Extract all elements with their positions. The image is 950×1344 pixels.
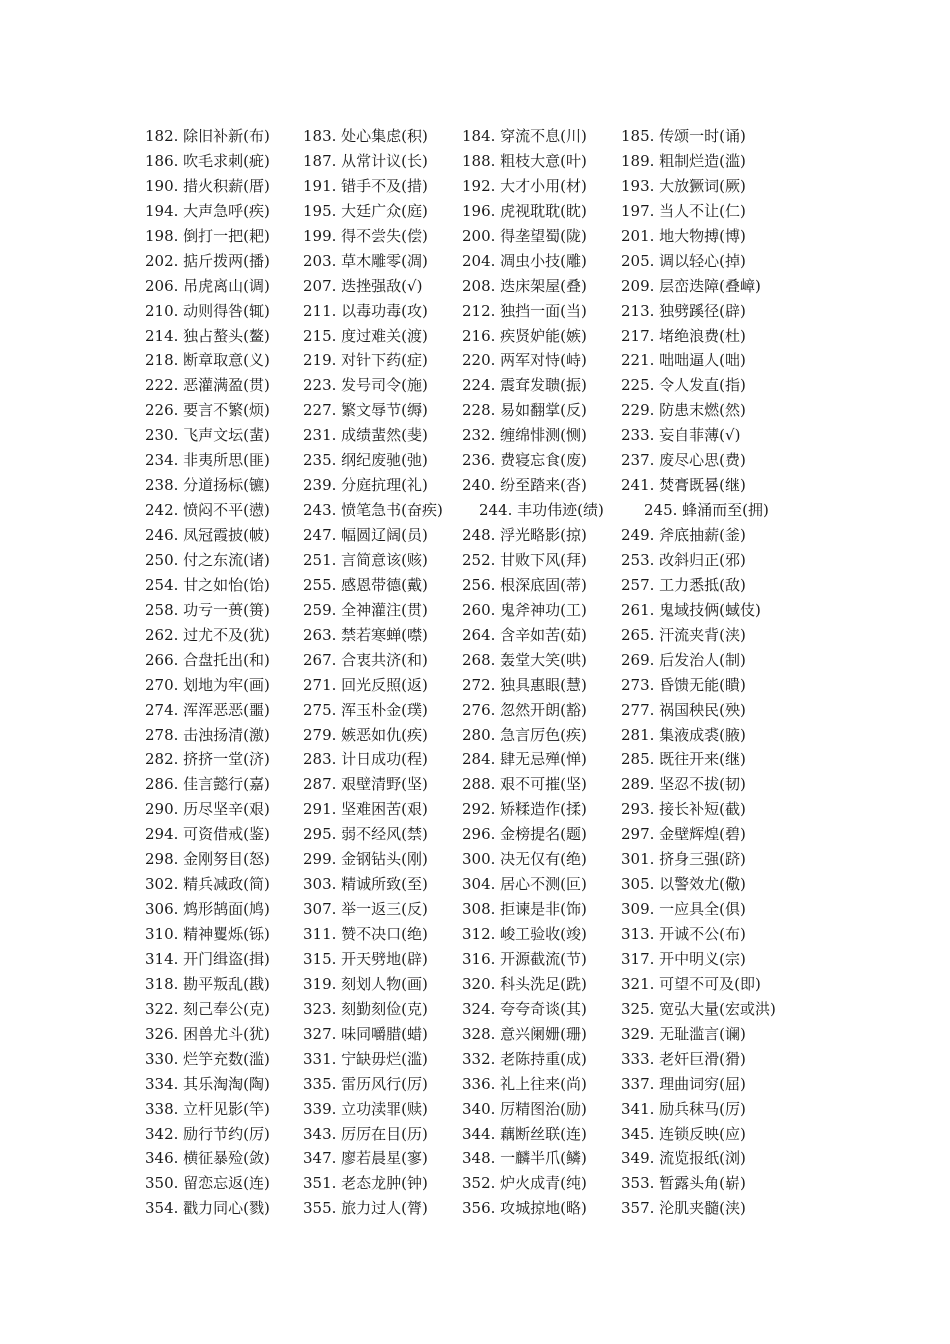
idiom-entry: 216. 疾贤妒能(嫉) <box>462 326 587 345</box>
entry-row <box>145 797 945 822</box>
entry-row <box>145 548 945 573</box>
idiom-entry: 252. 甘败下风(拜) <box>462 550 587 569</box>
idiom-entry: 326. 困兽尤斗(犹) <box>145 1024 270 1043</box>
idiom-entry: 246. 凤冠霞披(帔) <box>145 526 270 544</box>
idiom-entry: 256. 根深底固(蒂) <box>462 575 587 594</box>
idiom-entry: 227. 繁文辱节(缛) <box>303 401 428 420</box>
idiom-entry: 204. 凋虫小技(雕) <box>462 251 587 270</box>
entry-row <box>145 498 945 523</box>
entry-row <box>145 423 945 448</box>
idiom-entry: 311. 赞不决口(绝) <box>303 925 428 943</box>
idiom-entry: 315. 开天劈地(辟) <box>303 949 428 968</box>
idiom-entry: 215. 度过难关(渡) <box>303 326 428 345</box>
idiom-entry: 235. 纲纪废驰(弛) <box>303 451 428 470</box>
idiom-entry: 220. 两军对恃(峙) <box>462 351 587 370</box>
idiom-entry: 280. 急言厉色(疾) <box>462 725 587 744</box>
idiom-entry: 259. 全神灌注(贯) <box>303 600 428 619</box>
idiom-entry: 182. 除旧补新(布) <box>145 127 270 145</box>
idiom-entry: 240. 纷至踏来(沓) <box>462 476 587 495</box>
idiom-entry: 226. 要言不繁(烦) <box>145 401 270 420</box>
idiom-entry: 306. 鸩形鹄面(鸠) <box>145 900 270 919</box>
idiom-entry: 297. 金壁辉煌(碧) <box>621 825 746 844</box>
idiom-entry: 308. 拒谏是非(饰) <box>462 900 587 919</box>
idiom-entry: 199. 得不尝失(偿) <box>303 226 428 245</box>
idiom-entry: 329. 无耻滥言(谰) <box>621 1024 746 1043</box>
idiom-entry: 321. 可望不可及(即) <box>621 974 761 993</box>
idiom-entry: 185. 传颂一时(诵) <box>621 127 746 145</box>
idiom-entry: 250. 付之东流(诸) <box>145 550 270 569</box>
idiom-entry: 277. 祸国秧民(殃) <box>621 700 746 719</box>
entry-row <box>145 872 945 897</box>
idiom-entry: 336. 礼上往来(尚) <box>462 1074 587 1093</box>
idiom-entry: 289. 坚忍不拔(韧) <box>621 775 746 794</box>
idiom-entry: 208. 迭床架屋(叠) <box>462 276 587 295</box>
idiom-entry: 301. 挤身三强(跻) <box>621 850 746 869</box>
idiom-entry: 273. 昏馈无能(瞶) <box>621 675 746 694</box>
idiom-entry: 278. 击浊扬清(激) <box>145 725 270 744</box>
idiom-entry: 269. 后发治人(制) <box>621 650 746 669</box>
entry-row <box>145 1047 945 1072</box>
idiom-entry: 244. 丰功伟迹(绩) <box>479 501 604 520</box>
idiom-entry: 293. 接长补短(截) <box>621 800 746 819</box>
entry-row <box>145 1122 945 1147</box>
entry-row <box>145 224 945 249</box>
idiom-entry: 230. 飞声文坛(蜚) <box>145 426 270 445</box>
idiom-entry: 310. 精神矍烁(铄) <box>145 925 270 943</box>
idiom-entry: 263. 禁若寒蝉(噤) <box>303 625 428 644</box>
idiom-entry: 223. 发号司令(施) <box>303 376 428 395</box>
idiom-entry: 290. 历尽坚辛(艰) <box>145 800 270 819</box>
idiom-entry: 191. 错手不及(措) <box>303 176 428 195</box>
idiom-entry: 345. 连锁反映(应) <box>621 1124 746 1143</box>
idiom-entry: 238. 分道扬标(镳) <box>145 476 270 495</box>
idiom-entry: 183. 处心集虑(积) <box>303 127 428 145</box>
idiom-entry: 268. 轰堂大笑(哄) <box>462 650 587 669</box>
idiom-entry: 190. 措火积薪(厝) <box>145 176 270 195</box>
idiom-entry: 356. 攻城掠地(略) <box>462 1199 587 1218</box>
idiom-entry: 205. 调以轻心(掉) <box>621 251 746 270</box>
entry-row <box>145 274 945 299</box>
entry-row <box>145 324 945 349</box>
idiom-entry: 186. 吹毛求刺(疵) <box>145 151 270 170</box>
idiom-entry: 296. 金榜提名(题) <box>462 825 587 844</box>
entry-row <box>145 299 945 324</box>
idiom-entry: 347. 廖若晨星(寥) <box>303 1149 428 1168</box>
idiom-entry: 272. 独具惠眼(慧) <box>462 675 587 694</box>
entry-row <box>145 1072 945 1097</box>
idiom-entry: 338. 立杆见影(竿) <box>145 1099 270 1118</box>
idiom-entry: 198. 倒打一把(耙) <box>145 226 270 245</box>
idiom-entry: 323. 刻勤刻俭(克) <box>303 999 428 1018</box>
idiom-entry: 251. 言简意该(赅) <box>303 550 428 569</box>
idiom-entry: 291. 坚难困苦(艰) <box>303 800 428 819</box>
entry-row <box>145 249 945 274</box>
idiom-entry: 341. 励兵秣马(厉) <box>621 1099 746 1118</box>
idiom-entry: 283. 计日成功(程) <box>303 750 428 769</box>
idiom-entry: 281. 集液成裘(腋) <box>621 725 746 744</box>
idiom-entry: 294. 可资借戒(鉴) <box>145 825 270 844</box>
idiom-entry: 267. 合衷共济(和) <box>303 650 428 669</box>
idiom-entry: 343. 厉厉在目(历) <box>303 1124 428 1143</box>
idiom-entry: 335. 雷历风行(厉) <box>303 1074 428 1093</box>
idiom-entry: 350. 留恋忘返(连) <box>145 1174 270 1193</box>
idiom-entry: 224. 震耷发聩(振) <box>462 376 587 395</box>
idiom-entry: 348. 一麟半爪(鳞) <box>462 1149 587 1168</box>
idiom-entry: 197. 当人不让(仁) <box>621 201 746 220</box>
idiom-entry: 322. 刻己奉公(克) <box>145 999 270 1018</box>
idiom-entry: 302. 精兵减政(简) <box>145 875 270 894</box>
idiom-entry: 218. 断章取意(义) <box>145 351 270 370</box>
idiom-entry: 211. 以毒功毒(攻) <box>303 301 428 320</box>
idiom-entry: 193. 大放獗词(厥) <box>621 176 746 195</box>
idiom-entry: 304. 居心不测(叵) <box>462 875 587 894</box>
idiom-entry: 217. 堵绝浪费(杜) <box>621 326 746 345</box>
idiom-entry: 307. 举一返三(反) <box>303 900 428 919</box>
idiom-entry: 262. 过尤不及(犹) <box>145 625 270 644</box>
idiom-entry: 236. 费寝忘食(废) <box>462 451 587 470</box>
idiom-entry: 340. 厉精图治(励) <box>462 1099 587 1118</box>
idiom-entry: 334. 其乐淘淘(陶) <box>145 1074 270 1093</box>
idiom-entry: 225. 令人发直(指) <box>621 376 746 395</box>
idiom-entry: 303. 精诚所致(至) <box>303 875 428 894</box>
idiom-entry: 196. 虎视耽耽(眈) <box>462 201 587 220</box>
idiom-entry: 221. 咄咄逼人(咄) <box>621 351 746 370</box>
idiom-entry: 253. 改斜归正(邪) <box>621 550 746 569</box>
idiom-entry: 300. 决无仅有(绝) <box>462 850 587 869</box>
idiom-entry: 298. 金刚努目(怒) <box>145 850 270 869</box>
idiom-entry: 254. 甘之如怡(饴) <box>145 575 270 594</box>
entry-row <box>145 698 945 723</box>
entry-row <box>145 1022 945 1047</box>
idiom-entry: 229. 防患末燃(然) <box>621 401 746 420</box>
idiom-entry: 194. 大声急呼(疾) <box>145 201 270 220</box>
idiom-entry: 316. 开源截流(节) <box>462 949 587 968</box>
entry-row <box>145 199 945 224</box>
idiom-entry: 210. 动则得咎(辄) <box>145 301 270 320</box>
entry-row <box>145 847 945 872</box>
idiom-entry: 261. 鬼域技俩(蜮伎) <box>621 600 761 619</box>
entry-row <box>145 124 945 149</box>
entry-row <box>145 772 945 797</box>
idiom-entry: 270. 划地为牢(画) <box>145 675 270 694</box>
entry-row <box>145 373 945 398</box>
idiom-entry: 237. 废尽心思(费) <box>621 451 746 470</box>
entry-row <box>145 673 945 698</box>
idiom-entry: 206. 吊虎离山(调) <box>145 276 270 295</box>
idiom-entry: 257. 工力悉抵(敌) <box>621 575 746 594</box>
entry-row <box>145 174 945 199</box>
idiom-entry: 330. 烂竽充数(滥) <box>145 1049 270 1068</box>
entry-row <box>145 972 945 997</box>
idiom-entry: 275. 浑玉朴金(璞) <box>303 700 428 719</box>
idiom-entry: 354. 戳力同心(戮) <box>145 1199 270 1218</box>
idiom-entry: 295. 弱不经风(禁) <box>303 825 428 844</box>
entry-row <box>145 747 945 772</box>
idiom-entry: 264. 含辛如苦(茹) <box>462 625 587 644</box>
idiom-entry: 319. 刻划人物(画) <box>303 974 428 993</box>
idiom-entry: 203. 草木雕零(凋) <box>303 251 428 270</box>
entry-row <box>145 1196 945 1221</box>
idiom-entry: 248. 浮光略影(掠) <box>462 526 587 544</box>
idiom-entry: 222. 恶灌满盈(贯) <box>145 376 270 395</box>
idiom-entry: 187. 从常计议(长) <box>303 151 428 170</box>
idiom-entry: 346. 横征暴殓(敛) <box>145 1149 270 1168</box>
idiom-entry: 207. 迭挫强敌(√) <box>303 276 423 295</box>
idiom-entry: 284. 肆无忌殚(惮) <box>462 750 587 769</box>
entry-row <box>145 822 945 847</box>
idiom-entry: 344. 藕断丝联(连) <box>462 1124 587 1143</box>
idiom-entry: 195. 大廷广众(庭) <box>303 201 428 220</box>
idiom-entry: 349. 流览报纸(浏) <box>621 1149 746 1168</box>
idiom-entry: 287. 艰壁清野(坚) <box>303 775 428 794</box>
idiom-entry: 266. 合盘托出(和) <box>145 650 270 669</box>
idiom-entry: 258. 功亏一蒉(篑) <box>145 600 270 619</box>
entry-row <box>145 648 945 673</box>
idiom-entry: 339. 立功渎罪(赎) <box>303 1099 428 1118</box>
entry-row <box>145 448 945 473</box>
idiom-entry: 352. 炉火成青(纯) <box>462 1174 587 1193</box>
idiom-correction-list <box>145 124 945 1221</box>
idiom-entry: 331. 宁缺毋烂(滥) <box>303 1049 428 1068</box>
entry-row <box>145 922 945 947</box>
idiom-entry: 286. 佳言懿行(嘉) <box>145 775 270 794</box>
entry-row <box>145 1171 945 1196</box>
idiom-entry: 200. 得垄望蜀(陇) <box>462 226 587 245</box>
idiom-entry: 318. 勘平叛乱(戡) <box>145 974 270 993</box>
idiom-entry: 299. 金钢钻头(刚) <box>303 850 428 869</box>
idiom-entry: 189. 粗制烂造(滥) <box>621 151 746 170</box>
idiom-entry: 320. 科头洗足(跣) <box>462 974 587 993</box>
idiom-entry: 192. 大才小用(材) <box>462 176 587 195</box>
idiom-entry: 188. 粗枝大意(叶) <box>462 151 587 170</box>
idiom-entry: 279. 嫉恶如仇(疾) <box>303 725 428 744</box>
idiom-entry: 313. 开诚不公(布) <box>621 925 746 943</box>
idiom-entry: 233. 妄自菲薄(√) <box>621 426 741 445</box>
idiom-entry: 255. 感恩带德(戴) <box>303 575 428 594</box>
idiom-entry: 342. 励行节约(厉) <box>145 1124 270 1143</box>
idiom-entry: 241. 焚膏既晷(继) <box>621 476 746 495</box>
entry-row <box>145 348 945 373</box>
idiom-entry: 292. 矫糅造作(揉) <box>462 800 587 819</box>
idiom-entry: 260. 鬼斧神功(工) <box>462 600 587 619</box>
idiom-entry: 357. 沦肌夹髓(浃) <box>621 1199 746 1218</box>
entry-row <box>145 149 945 174</box>
entry-row <box>145 997 945 1022</box>
entry-row <box>145 473 945 498</box>
idiom-entry: 219. 对针下药(症) <box>303 351 428 370</box>
idiom-entry: 355. 旅力过人(膂) <box>303 1199 428 1218</box>
idiom-entry: 265. 汗流夹背(浃) <box>621 625 746 644</box>
entry-row <box>145 897 945 922</box>
idiom-entry: 309. 一应具全(俱) <box>621 900 746 919</box>
entry-row <box>145 947 945 972</box>
entry-row <box>145 1146 945 1171</box>
idiom-entry: 247. 幅圆辽阔(员) <box>303 526 428 544</box>
idiom-entry: 351. 老态龙肿(钟) <box>303 1174 428 1193</box>
idiom-entry: 328. 意兴阑姗(珊) <box>462 1024 587 1043</box>
idiom-entry: 274. 浑浑恶恶(噩) <box>145 700 270 719</box>
idiom-entry: 333. 老奸巨滑(猾) <box>621 1049 746 1068</box>
idiom-entry: 285. 既往开来(继) <box>621 750 746 769</box>
entry-row <box>145 1097 945 1122</box>
idiom-entry: 276. 忽然开朗(豁) <box>462 700 587 719</box>
idiom-entry: 239. 分庭抗理(礼) <box>303 476 428 495</box>
entry-row <box>145 598 945 623</box>
idiom-entry: 202. 掂斤拨两(播) <box>145 251 270 270</box>
idiom-entry: 332. 老陈持重(成) <box>462 1049 587 1068</box>
entry-row <box>145 573 945 598</box>
idiom-entry: 212. 独挡一面(当) <box>462 301 587 320</box>
idiom-entry: 249. 斧底抽薪(釜) <box>621 526 746 544</box>
entry-row <box>145 623 945 648</box>
idiom-entry: 209. 层峦迭障(叠嶂) <box>621 276 761 295</box>
idiom-entry: 214. 独占螯头(鳌) <box>145 326 270 345</box>
idiom-entry: 288. 艰不可摧(坚) <box>462 775 587 794</box>
idiom-entry: 243. 愤笔急书(奋疾) <box>303 501 443 520</box>
idiom-entry: 245. 蜂涌而至(拥) <box>644 501 769 520</box>
entry-row <box>145 723 945 748</box>
idiom-entry: 305. 以警效尤(儆) <box>621 875 746 894</box>
idiom-entry: 184. 穿流不息(川) <box>462 127 587 145</box>
idiom-entry: 228. 易如翻掌(反) <box>462 401 587 420</box>
idiom-entry: 282. 挤挤一堂(济) <box>145 750 270 769</box>
idiom-entry: 317. 开中明义(宗) <box>621 949 746 968</box>
entry-row <box>145 523 945 548</box>
idiom-entry: 353. 暂露头角(崭) <box>621 1174 746 1193</box>
idiom-entry: 327. 味同嚼腊(蜡) <box>303 1024 428 1043</box>
idiom-entry: 232. 缠绵悱测(恻) <box>462 426 587 445</box>
idiom-entry: 213. 独劈蹊径(辟) <box>621 301 746 320</box>
idiom-entry: 271. 回光反照(返) <box>303 675 428 694</box>
idiom-entry: 231. 成绩蜚然(斐) <box>303 426 428 445</box>
entry-row <box>145 398 945 423</box>
idiom-entry: 324. 夸夸奇谈(其) <box>462 999 587 1018</box>
idiom-entry: 325. 宽弘大量(宏或洪) <box>621 999 776 1018</box>
idiom-entry: 242. 愤闷不平(懑) <box>145 501 270 520</box>
idiom-entry: 314. 开门缉盗(揖) <box>145 949 270 968</box>
idiom-entry: 337. 理曲词穷(屈) <box>621 1074 746 1093</box>
idiom-entry: 234. 非夷所思(匪) <box>145 451 270 470</box>
idiom-entry: 201. 地大物搏(博) <box>621 226 746 245</box>
idiom-entry: 312. 峻工验收(竣) <box>462 925 587 943</box>
